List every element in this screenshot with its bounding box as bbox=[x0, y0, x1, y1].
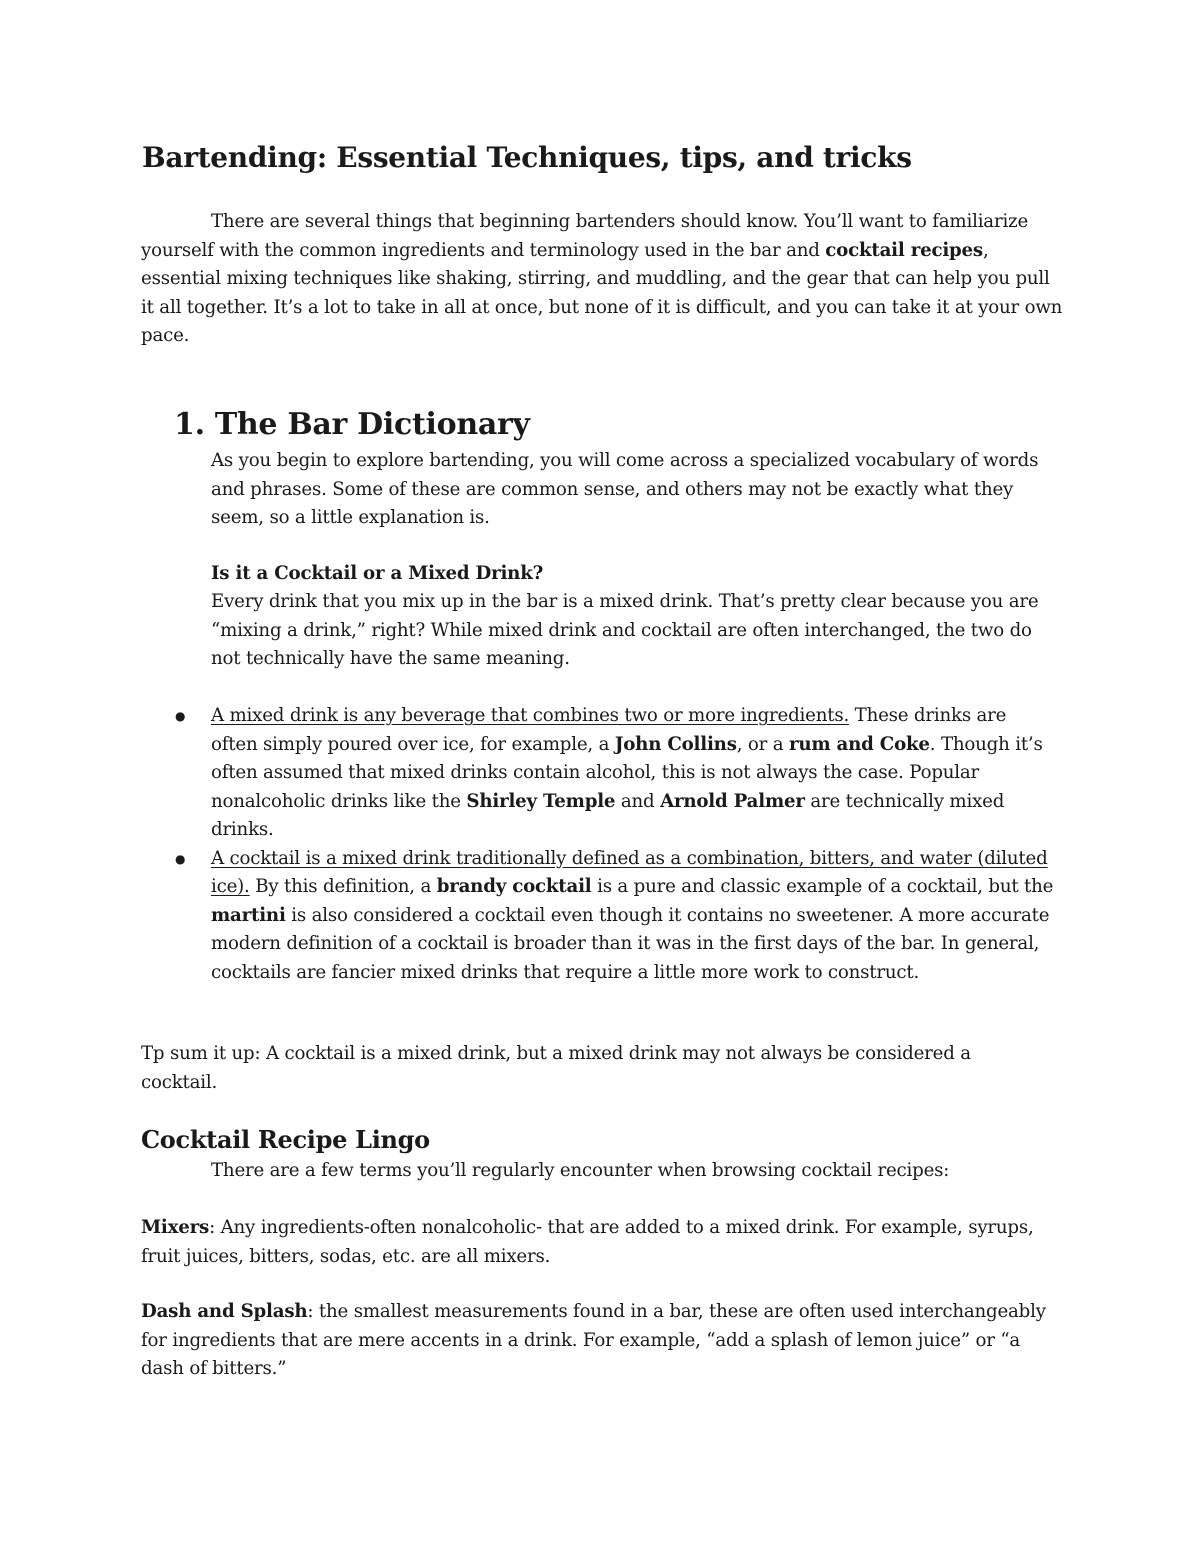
drink-rum-and-coke: rum and Coke bbox=[788, 733, 930, 755]
definition-list bbox=[0, 702, 1200, 987]
section-description: As you begin to explore bartending, you will come across a specialized vocabulary of words and phrases. Some of these are common sense, and others may not be exactly what they seem, so a little explanation is. bbox=[211, 450, 1039, 528]
drink-brandy-cocktail: brandy cocktail bbox=[436, 876, 592, 897]
lingo-heading: Cocktail Recipe Lingo bbox=[141, 1125, 430, 1154]
text: . Though it’s often assumed that mixed drinks contain alcohol, this is not always the case. Popular nonalcoholic drinks like the bbox=[211, 733, 1043, 812]
term-label: Mixers bbox=[141, 1217, 210, 1238]
subsection-description: Every drink that you mix up in the bar is a mixed drink. That’s pretty clear because you are “mixing a drink,” right? While mixed drink and cocktail are often interchanged, the two do not technically have the same meaning. bbox=[211, 591, 1039, 669]
document-title bbox=[142, 138, 1102, 178]
text: are technically mixed drinks. bbox=[211, 790, 1005, 840]
section-heading-bar-dictionary bbox=[174, 404, 874, 446]
text: is a pure and classic example of a cocktail, but the bbox=[591, 876, 1054, 897]
list-item-mixed-drink bbox=[175, 702, 1056, 845]
text: By this definition, a bbox=[249, 876, 437, 897]
bullet-icon: ● bbox=[175, 851, 186, 866]
cocktail-definition: A cocktail is a mixed drink traditionally defined as a combination, bitters, and water (diluted ice). bbox=[211, 847, 1048, 897]
term-dash-and-splash bbox=[141, 1298, 1061, 1384]
mixed-drink-definition: A mixed drink is any beverage that combines two or more ingredients. bbox=[211, 705, 850, 726]
drink-arnold-palmer: Arnold Palmer bbox=[660, 790, 805, 812]
title-rest: Essential Techniques, tips, and tricks bbox=[326, 141, 912, 174]
section-heading-text: The Bar Dictionary bbox=[214, 407, 530, 442]
list-item-cocktail bbox=[175, 845, 1056, 988]
text: , or a bbox=[736, 733, 789, 755]
intro-text-1: There are several things that beginning bartenders should know. You’ll want to familiarize yourself with the common ingredients and terminology used in the bar and bbox=[141, 211, 1029, 261]
intro-paragraph bbox=[141, 208, 1066, 351]
summary-paragraph: Tp sum it up: A cocktail is a mixed drink, but a mixed drink may not always be considered a cocktail. bbox=[141, 1043, 971, 1093]
drink-shirley-temple: Shirley Temple bbox=[466, 790, 616, 812]
intro-bold-cocktail-recipes: cocktail recipes bbox=[825, 239, 983, 261]
term-definition: : Any ingredients-often nonalcoholic- that are added to a mixed drink. For example, syrups, fruit juices, bitters, sodas, etc. are all mixers. bbox=[141, 1217, 1034, 1267]
term-mixers bbox=[141, 1214, 1041, 1271]
drink-martini: martini bbox=[211, 904, 286, 926]
title-bold: Bartending: bbox=[142, 141, 327, 174]
intro-text-2: , essential mixing techniques like shaking, stirring, and muddling, and the gear that can help you pull it all together. It’s a lot to take in all at once, but none of it is difficult, and you can take it at your own pace. bbox=[141, 239, 1063, 346]
subsection-heading: Is it a Cocktail or a Mixed Drink? bbox=[211, 563, 544, 584]
text: These drinks are often simply poured over ice, for example, a bbox=[211, 705, 1007, 755]
section-number: 1. bbox=[174, 407, 205, 442]
lingo-description: There are a few terms you’ll regularly encounter when browsing cocktail recipes: bbox=[211, 1160, 950, 1181]
bullet-icon: ● bbox=[175, 709, 186, 723]
text: is also considered a cocktail even though it contains no sweetener. A more accurate modern definition of a cocktail is broader than it was in the first days of the bar. In general, cocktails are fancier mixed drinks that require a little more work to construct. bbox=[211, 904, 1050, 983]
term-definition: : the smallest measurements found in a bar, these are often used interchangeably for ingredients that are mere accents in a drink. For example, “add a splash of lemon juice” or “a dash of bitters.” bbox=[141, 1301, 1046, 1379]
text: and bbox=[615, 790, 661, 812]
drink-john-collins: John Collins bbox=[614, 733, 737, 755]
term-label: Dash and Splash bbox=[141, 1301, 308, 1322]
